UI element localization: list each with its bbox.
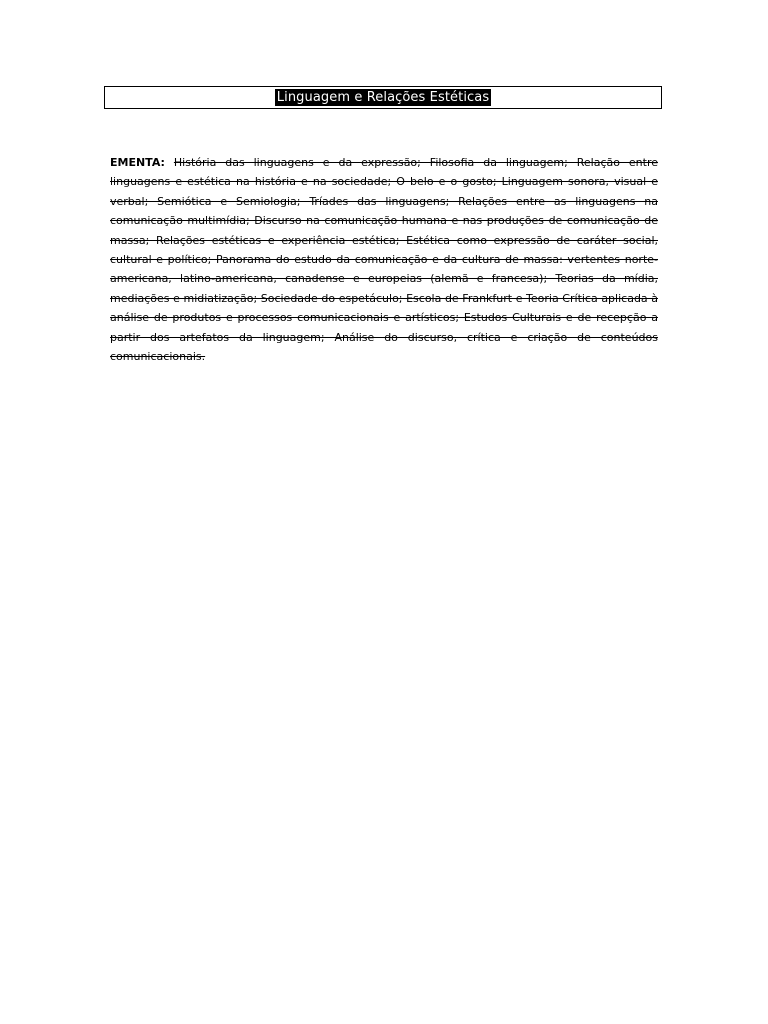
title-box bbox=[104, 86, 662, 109]
ementa-paragraph bbox=[110, 153, 658, 366]
document-title: Linguagem e Relações Estéticas bbox=[276, 90, 490, 105]
ementa-label: EMENTA: bbox=[110, 156, 165, 169]
ementa-text: História das linguagens e da expressão; Filosofia da linguagem; Relação entre linguagens e estética na história e na sociedade; O belo e o gosto; Linguagem sonora, visual e verbal; Semiótica e Semiologia; Tríades das linguagens; Relações entre as linguagens na comunicação multimídia; Discurso na comunicação humana e nas produções de comunicação de massa; Relações estéticas e experiência estética; Estética como expressão de caráter social, cultural e político; Panorama do estudo da comunicação e da cultura de massa: vertentes norte-americana, latino-americana, canadense e europeias (alemã e francesa); Teorias da mídia, mediações e midiatização; Sociedade do espetáculo; Escola de Frankfurt e Teoria Crítica aplicada à análise de produtos e processos comunicacionais e artísticos; Estudos Culturais e de recepção a partir dos artefatos da linguagem; Análise do discurso, crítica e criação de conteúdos comunicacionais. bbox=[110, 156, 659, 364]
